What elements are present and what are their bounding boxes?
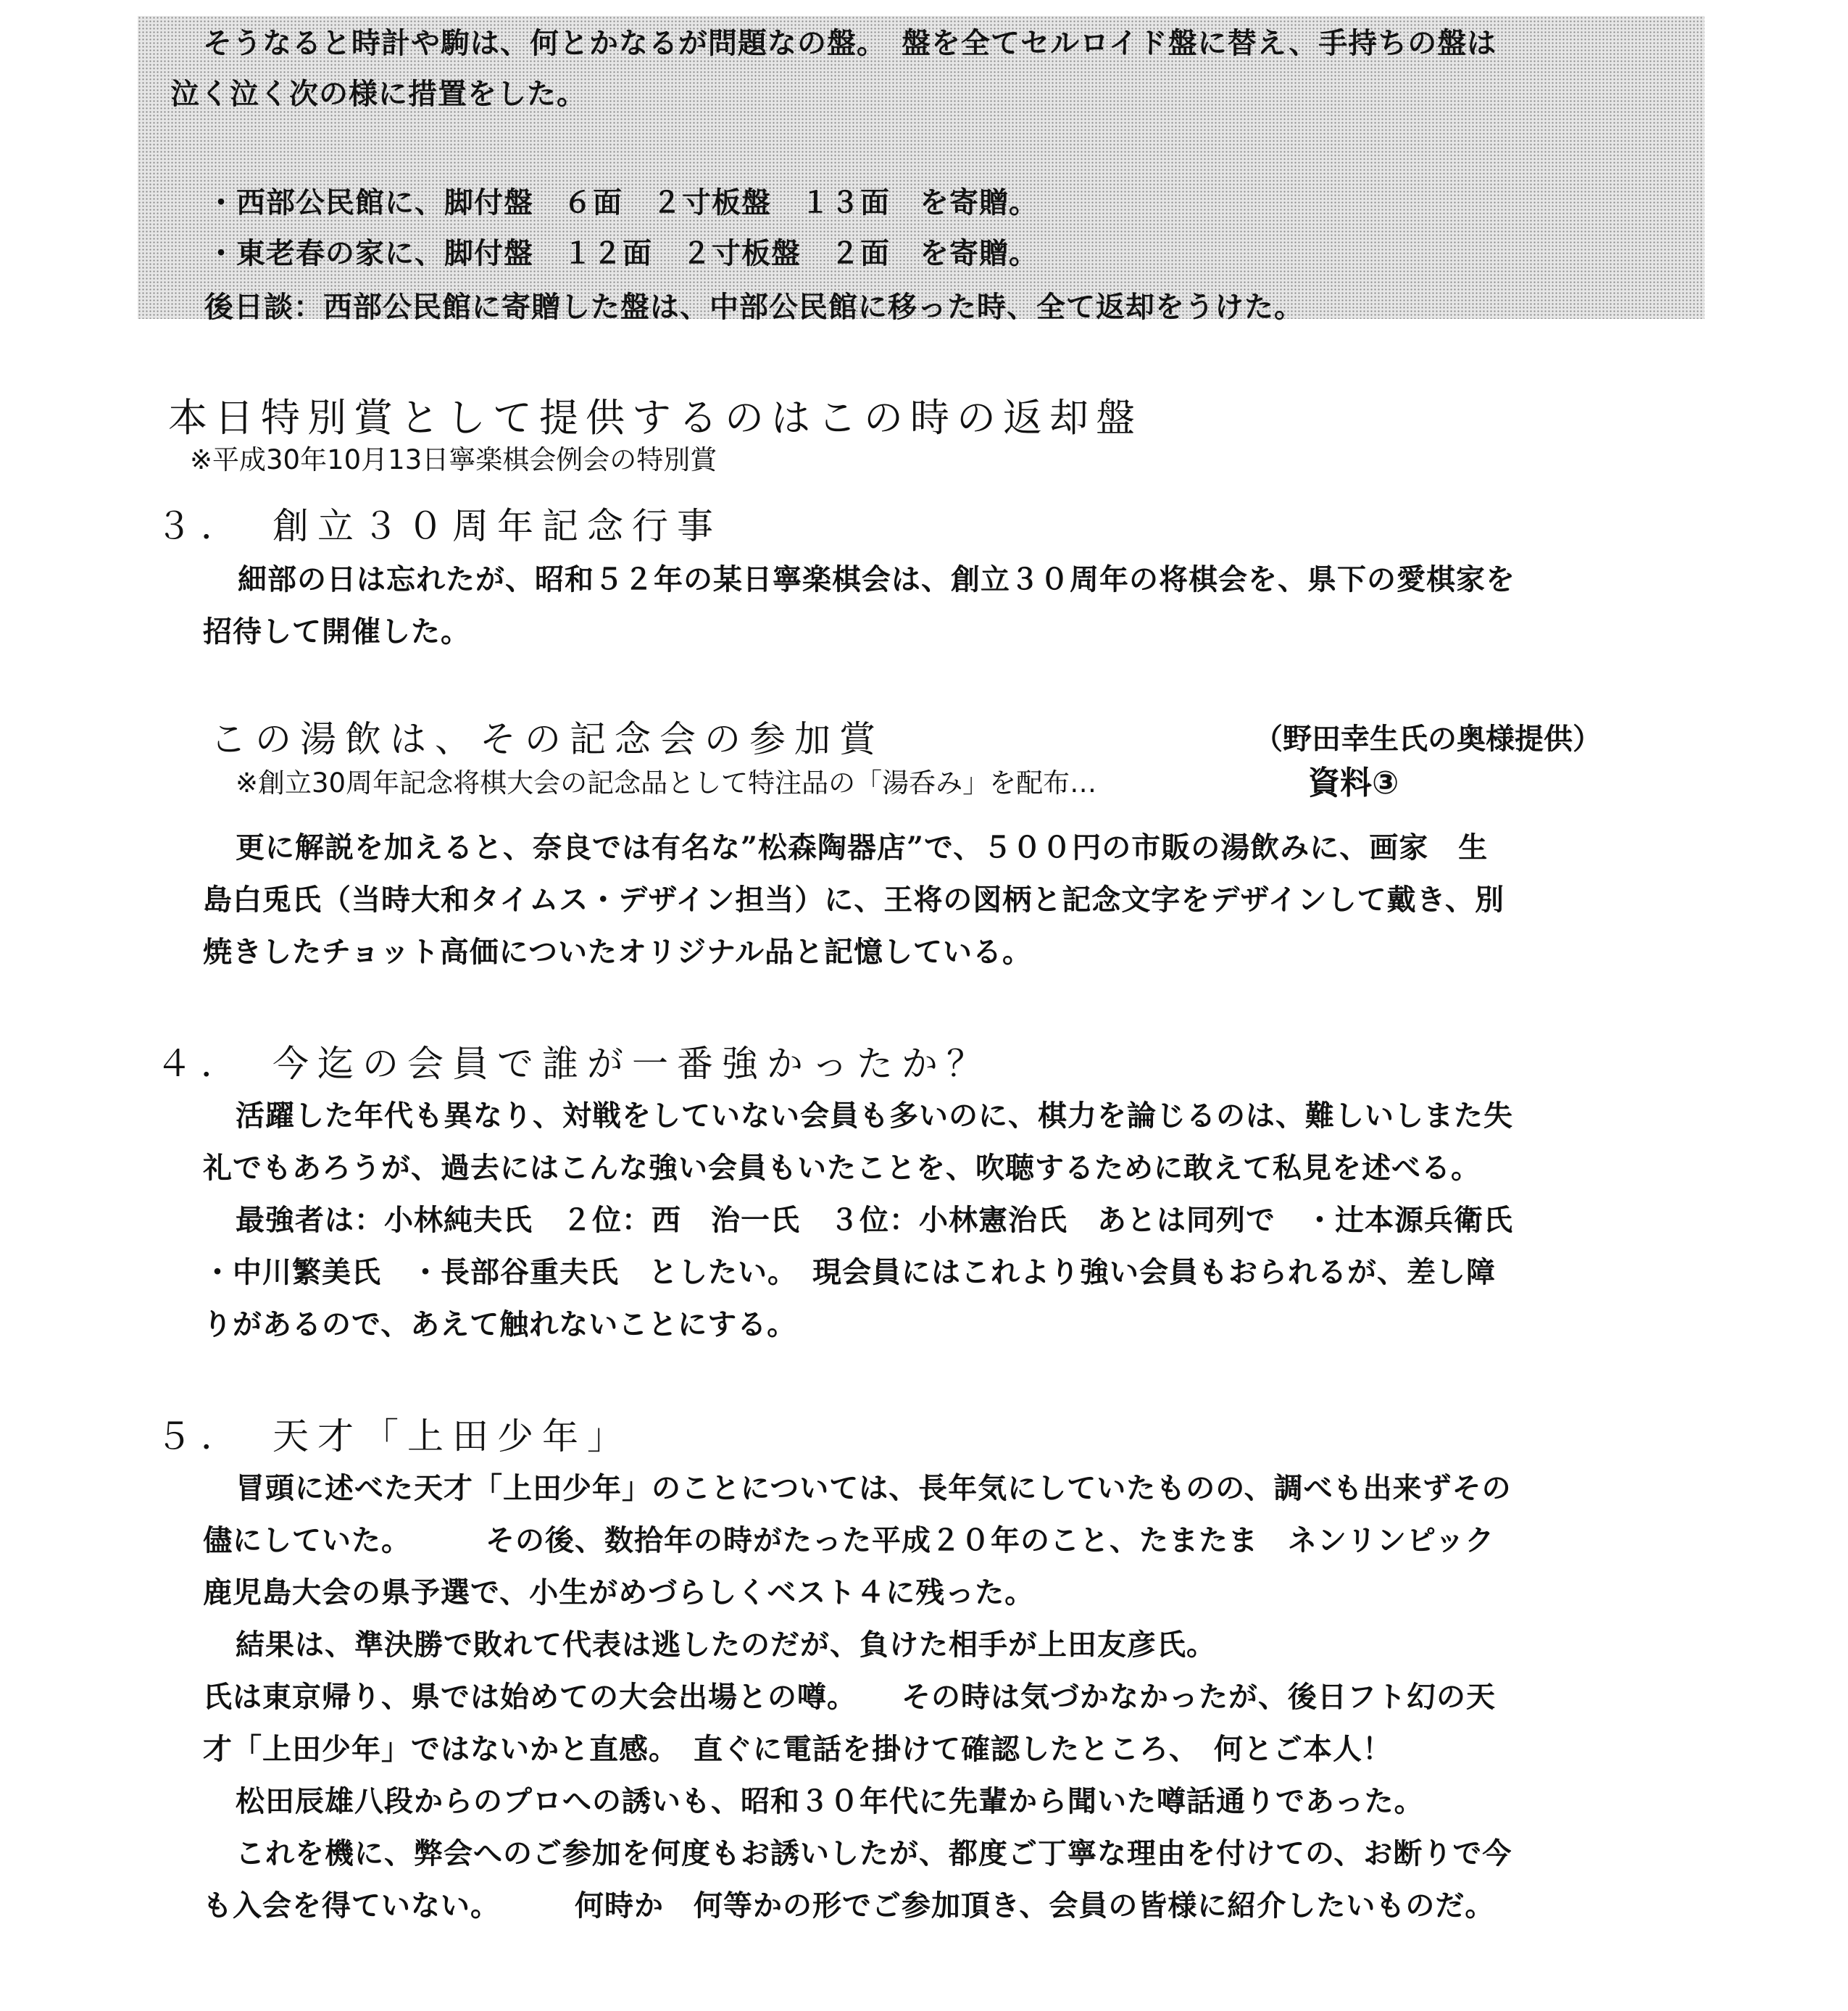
section-3-p2-line-1: 更に解説を加えると、奈良では有名な”松森陶器店”で、５００円の市販の湯飲みに、画家 生 xyxy=(236,830,1489,865)
section-5-line-7: 松田辰雄八段からのプロへの誘いも、昭和３０年代に先輩から聞いた噂話通りであった。 xyxy=(236,1784,1424,1818)
section-4-line-5: りがあるので、あえて触れないことにする。 xyxy=(203,1307,797,1341)
section-3-p1-line-1: 細部の日は忘れたが、昭和５２年の某日寧楽棋会は、創立３０周年の将棋会を、県下の愛棋家を xyxy=(238,562,1515,596)
section-3-p2-line-3: 焼きしたチョット高価についたオリジナル品と記憶している。 xyxy=(203,935,1032,969)
section-4-heading: ４． 今迄の会員で誰が一番強かったか？ xyxy=(156,1043,991,1085)
section-5-line-9: も入会を得ていない。 何時か 何等かの形でご参加頂き、会員の皆様に紹介したいものだ。 xyxy=(203,1889,1495,1923)
yunomi-note: ※創立30周年記念将棋大会の記念品として特注品の「湯呑み」を配布… xyxy=(236,767,1097,799)
section-3-heading: ３． 創立３０周年記念行事 xyxy=(156,505,722,547)
section-5-line-3: 鹿児島大会の県予選で、小生がめづらしくベスト４に残った。 xyxy=(203,1575,1035,1610)
intro-line-2: 泣く泣く次の様に措置をした。 xyxy=(170,77,586,111)
section-5-line-2: 儘にしていた。 その後、数拾年の時がたった平成２０年のこと、たまたま ネンリンピック xyxy=(203,1523,1495,1557)
section-5-line-6: 才「上田少年」ではないかと直感。 直ぐに電話を掛けて確認したところ、 何とご本人！ xyxy=(203,1732,1392,1766)
section-3-p2-line-2: 島白兎氏（当時大和タイムス・デザイン担当）に、王将の図柄と記念文字をデザインして戴き、別 xyxy=(203,883,1504,917)
special-prize-note: ※平成30年10月13日寧楽棋会例会の特別賞 xyxy=(190,444,717,475)
postscript-line: 後日談：西部公民館に寄贈した盤は、中部公民館に移った時、全て返却をうけた。 xyxy=(204,290,1304,324)
section-4-line-3: 最強者は：小林純夫氏 ２位：西 治一氏 ３位：小林憲治氏 あとは同列で ・辻本源兵衛氏 xyxy=(236,1203,1513,1237)
intro-line-1: そうなると時計や駒は、何とかなるが問題なの盤。 盤を全てセルロイド盤に替え、手持ちの盤は xyxy=(203,26,1497,60)
yunomi-credit: （野田幸生氏の奥様提供） xyxy=(1254,723,1602,756)
section-4-line-4: ・中川繁美氏 ・長部谷重夫氏 としたい。 現会員にはこれより強い会員もおられるが、差し障 xyxy=(203,1255,1496,1289)
donation-line-1: ・西部公民館に、脚付盤 ６面 ２寸板盤 １３面 を寄贈。 xyxy=(207,186,1039,220)
section-4-line-1: 活躍した年代も異なり、対戦をしていない会員も多いのに、棋力を論じるのは、難しいしまた失 xyxy=(236,1099,1513,1133)
section-5-line-1: 冒頭に述べた天才「上田少年」のことについては、長年気にしていたものの、調べも出来ずその xyxy=(236,1471,1512,1505)
special-prize-title: 本日特別賞として提供するのはこの時の返却盤 xyxy=(168,395,1142,441)
yunomi-reference: 資料③ xyxy=(1308,765,1399,802)
donation-line-2: ・東老春の家に、脚付盤 １２面 ２寸板盤 ２面 を寄贈。 xyxy=(207,236,1039,270)
section-3-p1-line-2: 招待して開催した。 xyxy=(203,615,470,649)
yunomi-title: この湯飲は、その記念会の参加賞 xyxy=(210,718,884,760)
section-5-line-8: これを機に、弊会へのご参加を何度もお誘いしたが、都度ご丁寧な理由を付けての、お断りで今 xyxy=(236,1836,1512,1870)
section-5-heading: ５． 天才「上田少年」 xyxy=(156,1415,632,1457)
section-5-line-4: 結果は、準決勝で敗れて代表は逃したのだが、負けた相手が上田友彦氏。 xyxy=(236,1628,1216,1662)
section-4-line-2: 礼でもあろうが、過去にはこんな強い会員もいたことを、吹聴するために敢えて私見を述べる。 xyxy=(203,1151,1481,1185)
section-5-line-5: 氏は東京帰り、県では始めての大会出場との噂。 その時は気づかなかったが、後日フト幻の天 xyxy=(203,1680,1496,1714)
